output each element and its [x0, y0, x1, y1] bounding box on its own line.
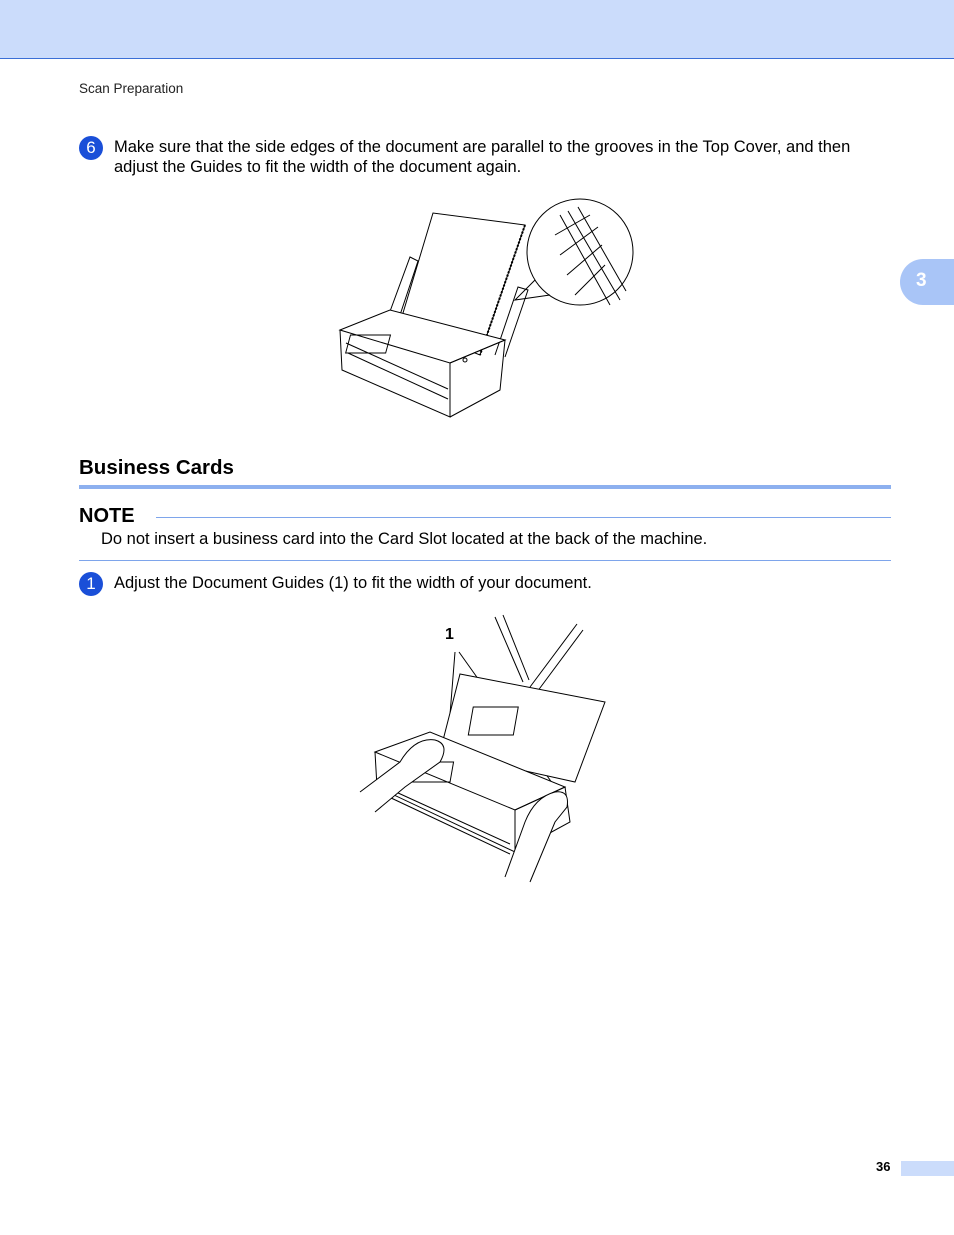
- step-marker: 6: [79, 136, 103, 160]
- header-band: [0, 0, 954, 59]
- note-title: NOTE: [79, 505, 135, 527]
- step-1: [79, 572, 891, 598]
- note-divider: [156, 517, 891, 518]
- guides-illustration: [355, 612, 615, 884]
- section-rule: [79, 485, 891, 489]
- callout-label: 1: [445, 626, 454, 643]
- running-head: Scan Preparation: [79, 81, 184, 96]
- section-title: Business Cards: [79, 456, 234, 479]
- step-text: Make sure that the side edges of the document are parallel to the grooves in the Top Cover, and then adjust the Guides to fit the width of the document again.: [114, 138, 851, 176]
- note-bottom-divider: [79, 560, 891, 561]
- chapter-number: 3: [916, 270, 927, 291]
- document-guides-figure: [355, 612, 615, 884]
- footer-tab: [901, 1161, 954, 1176]
- page-number: 36: [876, 1159, 891, 1174]
- step-6: [79, 136, 891, 180]
- chapter-tab[interactable]: [900, 259, 954, 305]
- scanner-illustration: [330, 195, 640, 423]
- scanner-document-figure: [330, 195, 640, 423]
- note-text: Do not insert a business card into the Card Slot located at the back of the machine.: [101, 530, 708, 548]
- step-text: Adjust the Document Guides (1) to fit the width of your document.: [114, 574, 592, 592]
- step-marker: 1: [79, 572, 103, 596]
